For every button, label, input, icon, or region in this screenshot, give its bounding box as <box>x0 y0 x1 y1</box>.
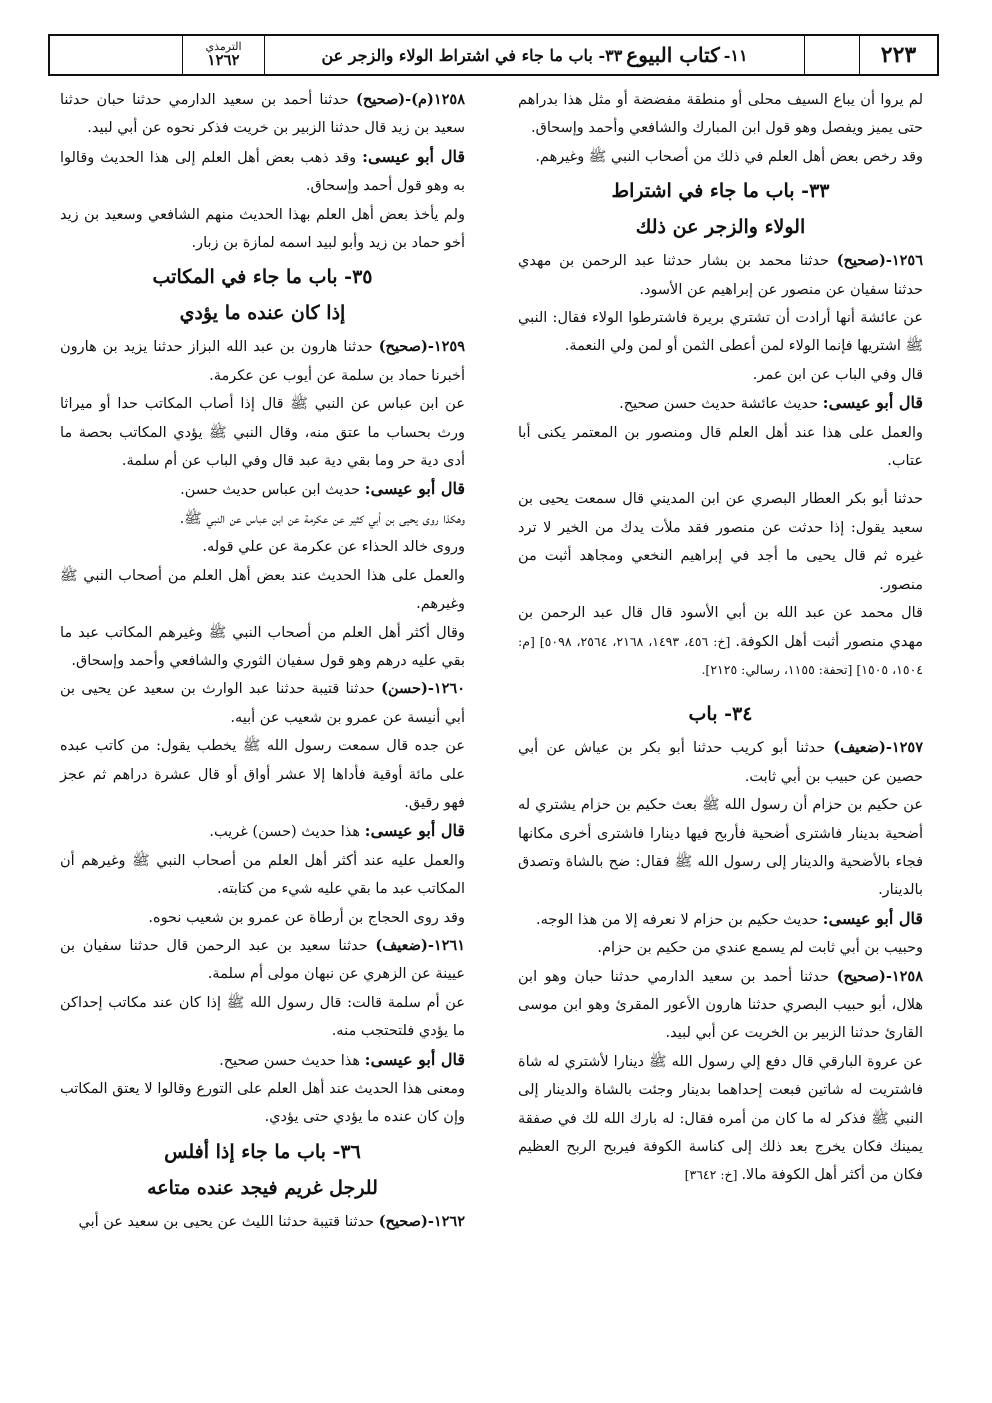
paragraph-text: حديث ابن عباس حديث حسن. <box>180 482 365 499</box>
citation-reference: [خ: ٣٦٤٢] <box>684 1167 742 1183</box>
paragraph-text: لم يروا أن يباع السيف محلى أو منطقة مفضضة أو مثل هذا بدراهم حتى يميز ويفصل وهو قول ابن المبارك والشافعي وأحمد وإسحاق. <box>518 92 923 137</box>
author-comment-label: قال أبو عيسى: <box>364 1049 465 1069</box>
hadith-paragraph <box>518 143 923 171</box>
hadith-paragraph <box>60 989 465 1046</box>
paragraph-text: وقد روى الحجاج بن أرطاة عن عمرو بن شعيب نحوه. <box>148 909 465 926</box>
paragraph-gap <box>518 684 923 694</box>
hadith-paragraph <box>60 932 465 989</box>
hadith-paragraph <box>60 732 465 817</box>
hadith-paragraph <box>60 475 465 504</box>
header-spacer <box>804 36 859 74</box>
page-number: ٢٢٣ <box>859 36 937 74</box>
hadith-paragraph <box>518 934 923 962</box>
paragraph-text: حدثنا أبو بكر العطار البصري عن ابن المديني قال سمعت يحيى بن سعيد يقول: إذا حدثت عن منصور فقد ملأت يدك من الخير لا ترد غيره ثم قال يحيى ما أجد في إبراهيم النخعي ومجاهد أثبت من منصور. <box>518 491 923 593</box>
hadith-paragraph <box>60 390 465 475</box>
hadith-number: ١٢٦١-(ضعيف) <box>375 936 465 954</box>
hadith-paragraph <box>60 533 465 561</box>
hadith-paragraph <box>60 847 465 904</box>
section-heading: ٣٤- باب <box>688 703 753 726</box>
hadith-paragraph <box>518 1048 923 1190</box>
paragraph-text: عن عروة البارقي قال دفع إلي رسول الله ﷺ دينارا لأشتري له شاة فاشتريت له شاتين فبعت إحداهما بدينار وجئت بالشاة والدينار إلى النبي ﷺ فذكر له ما كان من أمره فقال: له بارك الله لك في صفقة يمينك فكان يخرج بعد ذلك إلى كناسة الكوفة فيربح الربح العظيم فكان من أكثر أهل الكوفة مالا. <box>518 1053 923 1184</box>
hadith-paragraph <box>60 201 465 258</box>
section-heading: إذا كان عنده ما يؤدي <box>179 302 346 325</box>
paragraph-text: حدثنا أبو كريب حدثنا أبو بكر بن عياش عن أبي حصين عن حبيب بن أبي ثابت. <box>518 740 923 785</box>
hadith-paragraph <box>60 904 465 932</box>
paragraph-text: وروى خالد الحذاء عن عكرمة عن علي قوله. <box>202 539 465 556</box>
paragraph-text: وقد ذهب بعض أهل العلم إلى هذا الحديث وقالوا به وهو قول أحمد وإسحاق. <box>60 149 465 195</box>
hadith-paragraph <box>60 505 465 533</box>
paragraph-text: حدثنا هارون بن عبد الله البزاز حدثنا يزيد بن هارون أخبرنا حماد بن سلمة عن أيوب عن عكرمة. <box>60 339 465 384</box>
hadith-number: ١٢٥٧-(ضعيف) <box>833 739 923 757</box>
chapter-number: ١١- <box>723 45 748 65</box>
hadith-number: ١٢٥٨(م)-(صحيح) <box>355 91 465 108</box>
section-heading: ٣٦- باب ما جاء إذا أفلس <box>164 1140 361 1163</box>
section-heading: الولاء والزجر عن ذلك <box>635 216 806 239</box>
citation-reference: [خ: ٤٥٦، ١٤٩٣، ٢١٦٨، ٢٥٦٤، ٥٠٩٨] [م: ١٥٠٤، ١٥٠٥] [تحفة: ١١٥٥، رسالي: ٢١٢٥]. <box>518 633 923 677</box>
page-header <box>48 34 939 76</box>
hadith-paragraph <box>60 86 465 143</box>
author-comment-label: قال أبو عيسى: <box>364 479 465 499</box>
paragraph-text: حدثنا أحمد بن سعيد الدارمي حدثنا حبان وهو ابن هلال، أبو حبيب البصري حدثنا هارون الأعور المقرئ وهو ابن موسى القارئ حدثنا الزبير بن الخريت عن أبي لبيد. <box>518 968 923 1042</box>
author-comment-label: قال أبو عيسى: <box>822 908 923 928</box>
left-column <box>60 86 465 1236</box>
section-heading: ٣٣- باب ما جاء في اشتراط <box>611 180 830 203</box>
paragraph-text: حدثنا محمد بن بشار حدثنا عبد الرحمن بن مهدي حدثنا سفيان عن منصور عن إبراهيم عن الأسود. <box>518 253 923 298</box>
hadith-paragraph <box>518 963 923 1048</box>
running-title <box>264 36 804 74</box>
hadith-paragraph <box>518 361 923 389</box>
paragraph-text: هذا حديث (حسن) غريب. <box>209 824 365 841</box>
hadith-paragraph <box>60 1208 465 1236</box>
hadith-paragraph <box>518 905 923 934</box>
hadith-paragraph <box>518 304 923 361</box>
hadith-paragraph <box>60 675 465 732</box>
paragraph-text: والعمل على هذا عند أهل العلم قال ومنصور بن المعتمر يكنى أبا عتاب. <box>518 424 923 470</box>
author-comment-label: قال أبو عيسى: <box>362 146 466 166</box>
hadith-paragraph <box>60 143 465 201</box>
right-column <box>518 86 923 1190</box>
paragraph-text: وهكذا روى يحيى بن أبي كثير عن عكرمة عن ابن عباس عن النبي ﷺ. <box>179 510 465 527</box>
paragraph-text: عن عائشة أنها أرادت أن تشتري بريرة فاشترطوا الولاء فقال: النبي ﷺ اشتريها فإنما الولاء لمن أعطى الثمن أو لمن ولي النعمة. <box>518 310 923 355</box>
paragraph-text: ولم يأخذ بعض أهل العلم بهذا الحديث منهم الشافعي وسعيد بن زيد أخو حماد بن زيد وأبو لبيد اسمه لمازة بن زبار. <box>60 206 465 252</box>
header-spacer <box>50 36 182 74</box>
section-heading: للرجل غريم فيجد عنده متاعه <box>147 1176 378 1199</box>
hadith-paragraph <box>518 247 923 304</box>
hadith-paragraph <box>60 1075 465 1132</box>
hadith-number: ١٢٦٢-(صحيح) <box>378 1212 465 1230</box>
hadith-paragraph <box>518 86 923 143</box>
hadith-paragraph <box>518 419 923 476</box>
paragraph-text: وحبيب بن أبي ثابت لم يسمع عندي من حكيم بن حزام. <box>597 940 923 957</box>
hadith-paragraph <box>518 389 923 418</box>
paragraph-text: قال محمد عن عبد الله بن أبي الأسود قال قال عبد الرحمن بن مهدي منصور أثبت أهل الكوفة. <box>518 605 923 650</box>
author-comment-label: قال أبو عيسى: <box>822 393 923 413</box>
book-ref-number: ١٢٦٢ <box>207 50 240 69</box>
paragraph-text: قال وفي الباب عن ابن عمر. <box>752 366 923 383</box>
hadith-number: ١٢٥٦-(صحيح) <box>836 252 923 270</box>
paragraph-text: ومعنى هذا الحديث عند أهل العلم على التورع وقالوا لا يعتق المكاتب وإن كان عنده ما يؤدي حتى يؤدي. <box>60 1081 465 1126</box>
hadith-paragraph <box>518 485 923 599</box>
hadith-paragraph <box>60 1046 465 1075</box>
hadith-paragraph <box>60 562 465 619</box>
paragraph-text: وقال أكثر أهل العلم من أصحاب النبي ﷺ وغيرهم المكاتب عبد ما بقي عليه درهم وهو قول سفيان الثوري والشافعي وأحمد وإسحاق. <box>60 624 465 669</box>
paragraph-text: حديث حكيم بن حزام لا نعرفه إلا من هذا الوجه. <box>535 911 823 928</box>
paragraph-text: وقد رخص بعض أهل العلم في ذلك من أصحاب النبي ﷺ وغيرهم. <box>535 148 923 165</box>
hadith-paragraph <box>518 734 923 791</box>
paragraph-text: عن أم سلمة قالت: قال رسول الله ﷺ إذا كان عند مكاتب إحداكن ما يؤدي فلتحتجب منه. <box>60 994 465 1040</box>
chapter-name: كتاب البيوع <box>626 43 720 67</box>
paragraph-text: هذا حديث حسن صحيح. <box>219 1052 365 1069</box>
hadith-number: ١٢٥٩-(صحيح) <box>378 338 465 356</box>
section-title: ٣٣- باب ما جاء في اشتراط الولاء والزجر عن <box>321 45 623 65</box>
paragraph-text: حدثنا قتيبة حدثنا عبد الوارث بن سعيد عن يحيى بن أبي أنيسة عن عمرو بن شعيب عن أبيه. <box>60 681 465 726</box>
paragraph-text: عن جده قال سمعت رسول الله ﷺ يخطب يقول: من كاتب عبده على مائة أوقية فأداها إلا عشر أواق أو قال عشرة دراهم ثم عجز فهو رقيق. <box>60 738 465 811</box>
paragraph-text: حدثنا أحمد بن سعيد الدارمي حدثنا حبان حدثنا سعيد بن زيد قال حدثنا الزبير بن خريت فذكر نحوه عن أبي لبيد. <box>60 92 465 137</box>
hadith-paragraph <box>60 817 465 846</box>
paragraph-gap <box>518 475 923 485</box>
section-heading: ٣٥- باب ما جاء في المكاتب <box>152 266 373 289</box>
author-comment-label: قال أبو عيسى: <box>364 821 465 841</box>
hadith-paragraph <box>518 791 923 905</box>
paragraph-text: حديث عائشة حديث حسن صحيح. <box>619 396 823 413</box>
hadith-paragraph <box>60 333 465 390</box>
hadith-paragraph <box>60 619 465 676</box>
paragraph-text: عن حكيم بن حزام أن رسول الله ﷺ بعث حكيم بن حزام يشتري له أضحية بدينار فاشترى أضحية فأربح فيها دينارا فاشترى أخرى مكانها فجاء بالأضحية والدينار إلى رسول الله ﷺ فقال: ضح بالشاة وتصدق بالدينار. <box>518 797 923 899</box>
paragraph-text: والعمل على هذا الحديث عند بعض أهل العلم من أصحاب النبي ﷺ وغيرهم. <box>60 567 465 613</box>
hadith-number: ١٢٦٠-(حسن) <box>381 680 465 698</box>
book-reference <box>182 36 264 74</box>
paragraph-text: حدثنا قتيبة حدثنا الليث عن يحيى بن سعيد عن أبي <box>78 1213 379 1230</box>
book-ref-title: الترمذي <box>205 40 242 54</box>
paragraph-text: عن ابن عباس عن النبي ﷺ قال إذا أصاب المكاتب حدا أو ميراثا ورث بحساب ما عتق منه، وقال النبي ﷺ يؤدي المكاتب بحصة ما أدى دية حر وما بقي دية عبد قال وفي الباب عن أم سلمة. <box>60 396 465 470</box>
paragraph-text: حدثنا سعيد بن عبد الرحمن قال حدثنا سفيان بن عيينة عن الزهري عن نبهان مولى أم سلمة. <box>60 937 465 983</box>
hadith-number: ١٢٥٨-(صحيح) <box>836 967 923 985</box>
paragraph-text: والعمل عليه عند أكثر أهل العلم من أصحاب النبي ﷺ وغيرهم أن المكاتب عبد ما بقي عليه شيء من كتابته. <box>60 852 465 898</box>
hadith-paragraph <box>518 599 923 684</box>
